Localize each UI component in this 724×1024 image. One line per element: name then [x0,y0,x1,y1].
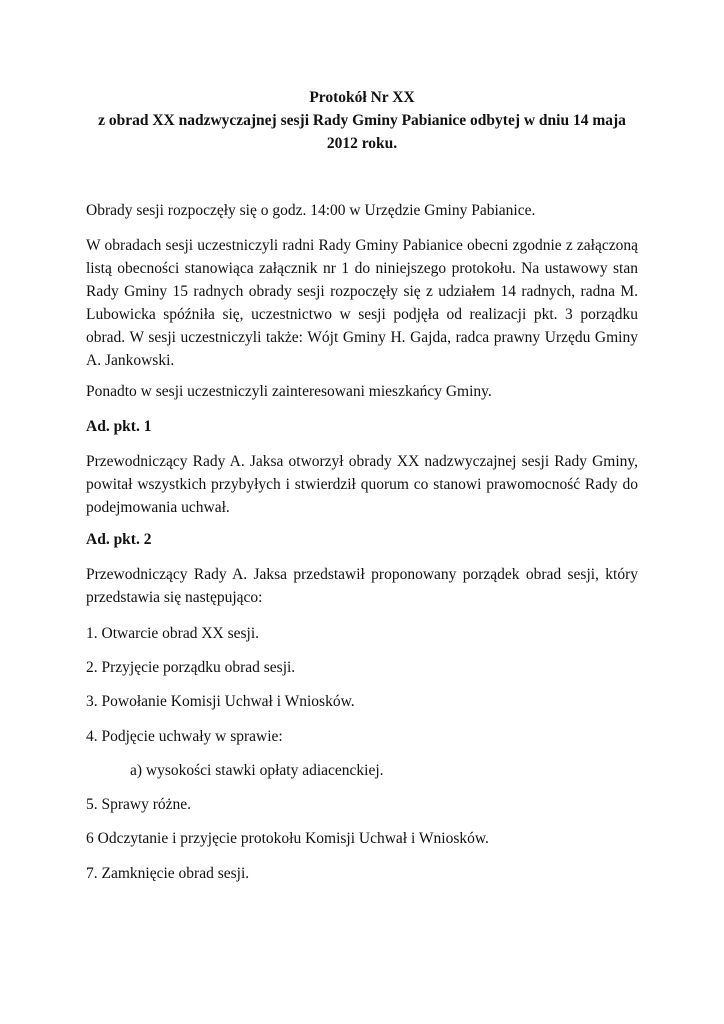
paragraph-attendance: W obradach sesji uczestniczyli radni Rady Gminy Pabianice obecni zgodnie z załączoną listą obecności stanowiąca załącznik nr 1 do niniejszego protokołu. Na ustawowy stan Rady Gminy 15 radnych obrady sesji rozpoczęły się z udziałem 14 radnych, radna M. Lubowicka spóźniła się, uczestnictwo w sesji podjęła od realizacji pkt. 3 porządku obrad. W sesji uczestniczyli także: Wójt Gminy H. Gajda, radca prawny Urzędu Gminy A. Jankowski. [86,237,638,369]
heading-ad-pkt-1: Ad. pkt. 1 [86,418,152,435]
paragraph-residents: Ponadto w sesji uczestniczyli zainteresowani mieszkańcy Gminy. [86,383,492,400]
agenda-item-3: 3. Powołanie Komisji Uchwał i Wniosków. [86,693,355,710]
paragraph-agenda-intro: Przewodniczący Rady A. Jaksa przedstawił proponowany porządek obrad sesji, który przedstawia się następująco: [86,566,638,606]
title-line-2: z obrad XX nadzwyczajnej sesji Rady Gminy Pabianice odbytej w dniu 14 maja [98,112,626,129]
title-line-1: Protokół Nr XX [309,89,415,106]
paragraph-session-start: Obrady sesji rozpoczęły się o godz. 14:00 w Urzędzie Gminy Pabianice. [86,202,536,219]
heading-ad-pkt-2: Ad. pkt. 2 [86,531,152,548]
document-title [86,86,638,155]
paragraph-opening: Przewodniczący Rady A. Jaksa otworzył obrady XX nadzwyczajnej sesji Rady Gminy, powitał wszystkich przybyłych i stwierdził quorum co stanowi prawomocność Rady do podejmowania uchwał. [86,453,638,516]
agenda-item-4a: a) wysokości stawki opłaty adiacenckiej. [130,762,384,779]
title-line-3: 2012 roku. [326,135,398,152]
agenda-item-2: 2. Przyjęcie porządku obrad sesji. [86,659,296,676]
agenda-item-5: 5. Sprawy różne. [86,796,192,813]
agenda-item-6: 6 Odczytanie i przyjęcie protokołu Komisji Uchwał i Wniosków. [86,830,489,847]
agenda-item-1: 1. Otwarcie obrad XX sesji. [86,625,260,642]
agenda-item-4: 4. Podjęcie uchwały w sprawie: [86,728,283,745]
agenda-item-7: 7. Zamknięcie obrad sesji. [86,865,250,882]
